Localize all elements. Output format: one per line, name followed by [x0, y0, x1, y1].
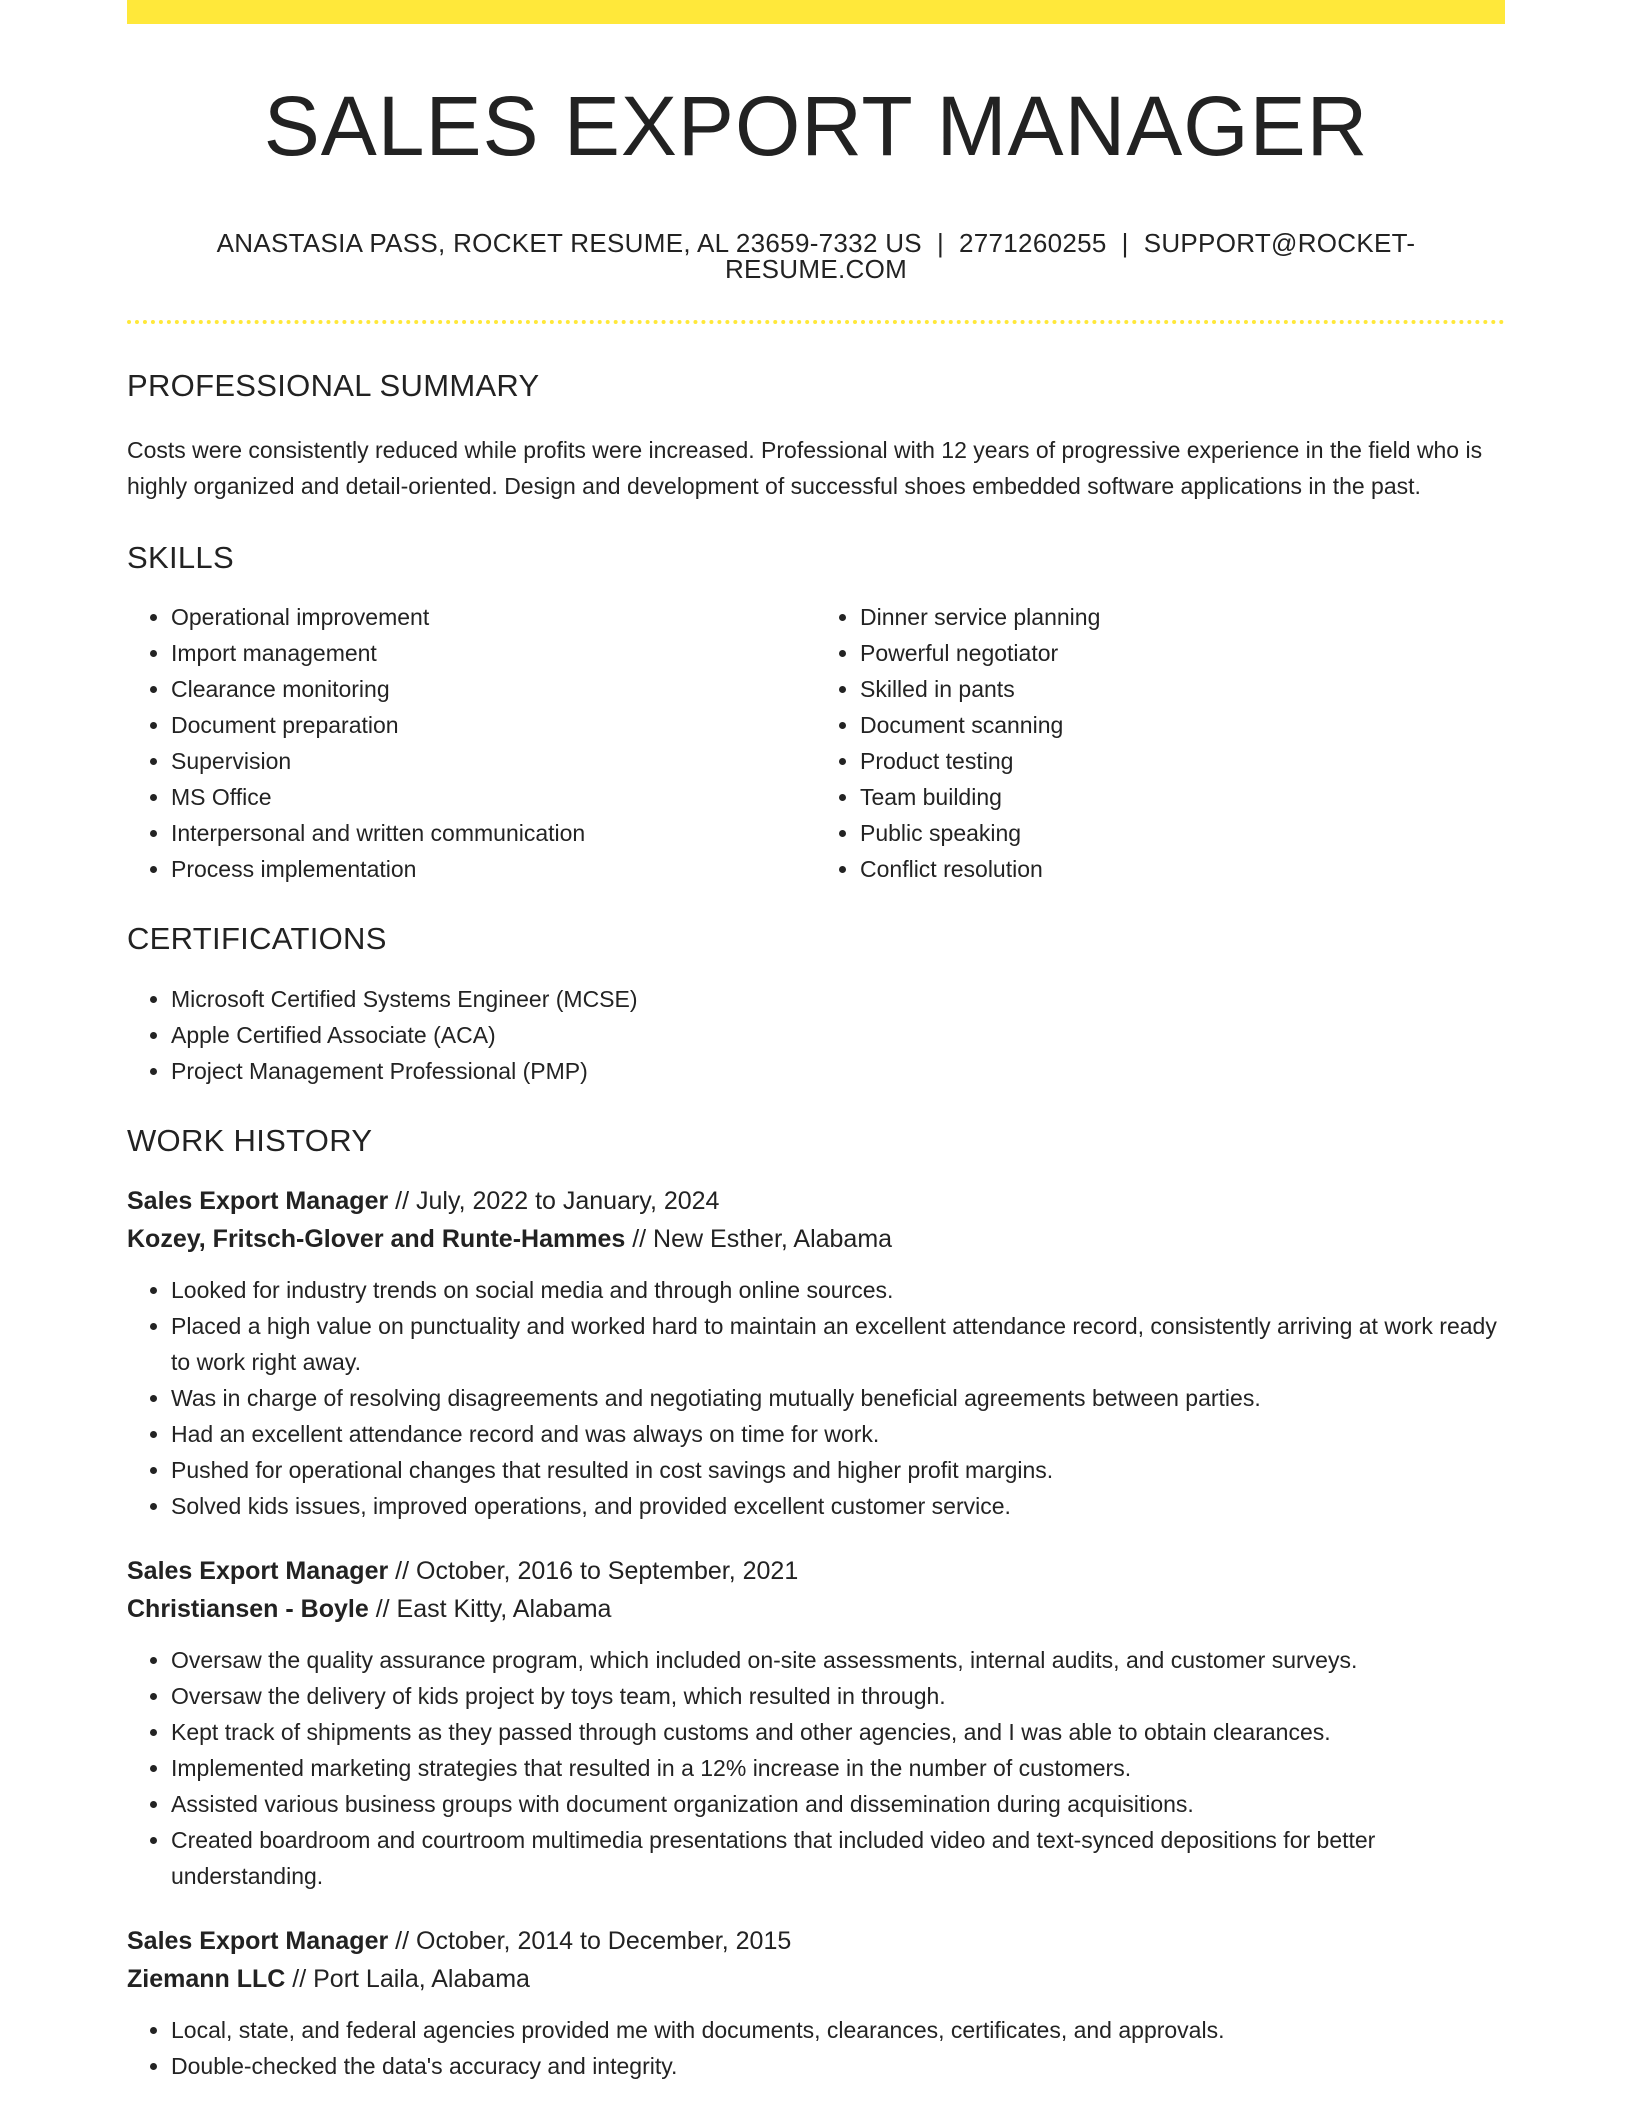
skill-item: • Document scanning: [860, 707, 1505, 743]
skill-item: • Import management: [171, 635, 816, 671]
contact-phone[interactable]: 2771260255: [959, 228, 1107, 258]
skill-item: • Public speaking: [860, 815, 1505, 851]
resume-page: [127, 0, 1505, 2084]
skill-item: • Skilled in pants: [860, 671, 1505, 707]
accent-top-bar: [127, 0, 1505, 24]
job-location: // East Kitty, Alabama: [375, 1595, 612, 1623]
skills-section: [127, 542, 1505, 887]
job-title-line: [127, 1922, 1505, 1960]
skill-item: • Product testing: [860, 743, 1505, 779]
contact-separator: |: [1121, 228, 1129, 258]
job-bullet: • Was in charge of resolving disagreements and negotiating mutually beneficial agreements between parties.: [171, 1380, 1505, 1416]
job-bullet-list: [127, 2012, 1505, 2084]
section-heading-summary: PROFESSIONAL SUMMARY: [127, 368, 540, 403]
job-title: Sales Export Manager: [127, 1927, 389, 1955]
job-company: Kozey, Fritsch-Glover and Runte-Hammes: [127, 1225, 626, 1253]
skill-item: • Operational improvement: [171, 599, 816, 635]
job-location: // New Esther, Alabama: [632, 1225, 893, 1253]
skill-item: • Powerful negotiator: [860, 635, 1505, 671]
skill-item: • Clearance monitoring: [171, 671, 816, 707]
job-bullet: • Oversaw the delivery of kids project by toys team, which resulted in through.: [171, 1678, 1505, 1714]
job-bullet: • Had an excellent attendance record and was always on time for work.: [171, 1416, 1505, 1452]
job-dates: // October, 2014 to December, 2015: [395, 1927, 792, 1955]
certification-item: • Microsoft Certified Systems Engineer (MCSE): [171, 981, 1505, 1017]
contact-email[interactable]: SUPPORT@ROCKET-RESUME.COM: [724, 228, 1416, 284]
summary-text: Costs were consistently reduced while profits were increased. Professional with 12 years of progressive experience in the field who is highly organized and detail-oriented. Design and development of successful shoes embedded software applications in the past.: [127, 437, 1483, 499]
job-dates: // July, 2022 to January, 2024: [395, 1187, 720, 1215]
section-heading-skills: SKILLS: [127, 540, 234, 575]
job-entry: [127, 1922, 1505, 2084]
professional-summary-section: [127, 370, 1505, 504]
skill-item: • Supervision: [171, 743, 816, 779]
contact-address: ANASTASIA PASS, ROCKET RESUME, AL 23659-7332 US: [216, 228, 922, 258]
job-bullet: • Placed a high value on punctuality and worked hard to maintain an excellent attendance record, consistently arriving at work ready to work right away.: [171, 1308, 1505, 1380]
job-title: Sales Export Manager: [127, 1187, 389, 1215]
job-bullet: • Assisted various business groups with document organization and dissemination during acquisitions.: [171, 1786, 1505, 1822]
skill-item: • Team building: [860, 779, 1505, 815]
job-bullet: • Double-checked the data's accuracy and integrity.: [171, 2048, 1505, 2084]
job-entry: [127, 1552, 1505, 1894]
job-bullet: • Kept track of shipments as they passed through customs and other agencies, and I was able to obtain clearances.: [171, 1714, 1505, 1750]
skill-item: • Conflict resolution: [860, 851, 1505, 887]
contact-line: [127, 230, 1505, 282]
job-title: Sales Export Manager: [127, 1557, 389, 1585]
section-heading-certifications: CERTIFICATIONS: [127, 921, 387, 956]
work-history-section: [127, 1125, 1505, 2084]
job-bullet: • Looked for industry trends on social media and through online sources.: [171, 1272, 1505, 1308]
job-bullet-list: [127, 1642, 1505, 1894]
skill-item: • MS Office: [171, 779, 816, 815]
job-company-line: [127, 1960, 1505, 1998]
skill-item: • Document preparation: [171, 707, 816, 743]
certifications-list: [127, 981, 1505, 1089]
skills-list-left: [127, 599, 816, 887]
job-company: Ziemann LLC: [127, 1965, 286, 1993]
dotted-divider: [127, 320, 1505, 324]
job-company: Christiansen - Boyle: [127, 1595, 369, 1623]
job-bullet: • Local, state, and federal agencies provided me with documents, clearances, certificates, and approvals.: [171, 2012, 1505, 2048]
job-bullet: • Solved kids issues, improved operations, and provided excellent customer service.: [171, 1488, 1505, 1524]
job-bullet: • Pushed for operational changes that resulted in cost savings and higher profit margins.: [171, 1452, 1505, 1488]
skill-item: • Interpersonal and written communication: [171, 815, 816, 851]
contact-separator: |: [936, 228, 945, 258]
skill-item: • Process implementation: [171, 851, 816, 887]
skills-list-right: [816, 599, 1505, 887]
job-bullet: • Created boardroom and courtroom multimedia presentations that included video and text-synced depositions for better understanding.: [171, 1822, 1505, 1894]
job-bullet: • Oversaw the quality assurance program, which included on-site assessments, internal audits, and customer surveys.: [171, 1642, 1505, 1678]
certification-item: • Project Management Professional (PMP): [171, 1053, 1505, 1089]
certifications-section: [127, 923, 1505, 1089]
job-entry: [127, 1182, 1505, 1524]
job-location: // Port Laila, Alabama: [292, 1965, 530, 1993]
job-title-line: [127, 1182, 1505, 1220]
job-company-line: [127, 1220, 1505, 1258]
job-bullet: • Implemented marketing strategies that resulted in a 12% increase in the number of customers.: [171, 1750, 1505, 1786]
job-company-line: [127, 1590, 1505, 1628]
job-dates: // October, 2016 to September, 2021: [395, 1557, 799, 1585]
section-heading-work-history: WORK HISTORY: [127, 1123, 373, 1158]
job-title-line: [127, 1552, 1505, 1590]
certification-item: • Apple Certified Associate (ACA): [171, 1017, 1505, 1053]
skills-grid: [127, 599, 1505, 887]
resume-title: SALES EXPORT MANAGER: [263, 79, 1369, 173]
job-bullet-list: [127, 1272, 1505, 1524]
skill-item: • Dinner service planning: [860, 599, 1505, 635]
